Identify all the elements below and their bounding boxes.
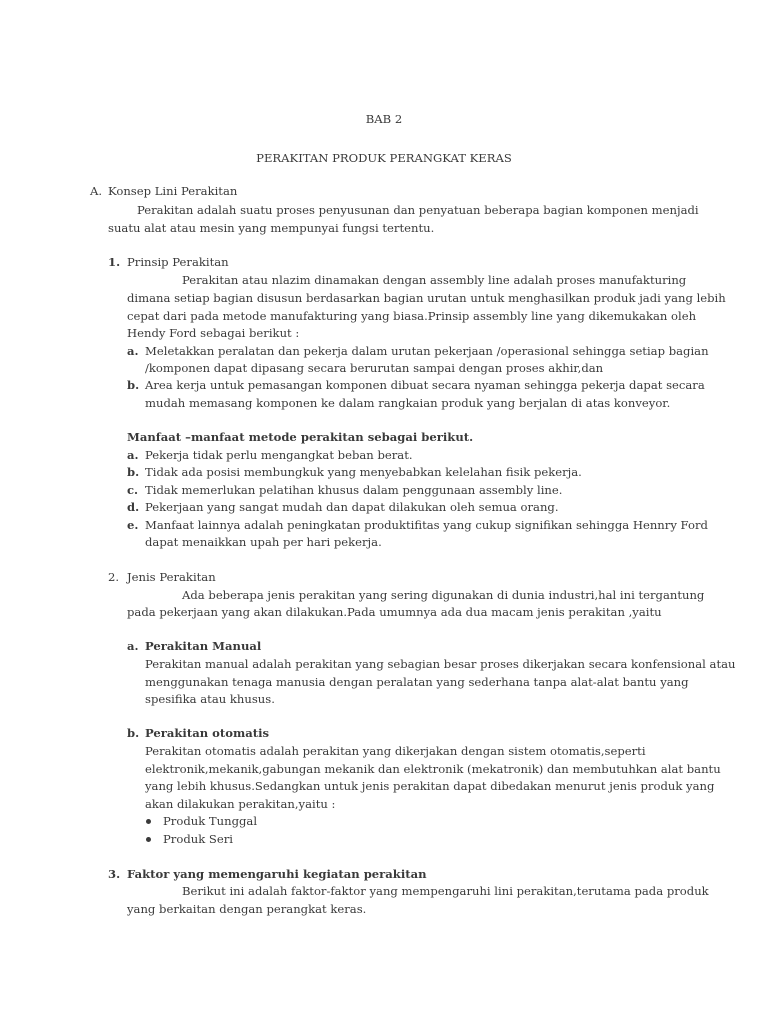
list-item-line: Tidak ada posisi membungkuk yang menyebabkan kelelahan fisik pekerja. xyxy=(145,465,582,479)
benefits-heading: Manfaat –manfaat metode perakitan sebagai berikut. xyxy=(127,430,474,444)
list-item-line: Area kerja untuk pemasangan komponen dibuat secara nyaman sehingga pekerja dapat secara xyxy=(145,378,705,392)
subsection-line: akan dilakukan perakitan,yaitu : xyxy=(145,797,336,811)
list-item-line: Pekerjaan yang sangat mudah dan dapat dilakukan oleh semua orang. xyxy=(145,500,559,514)
list-item-line: dapat menaikkan upah per hari pekerja. xyxy=(145,535,382,549)
chapter-label: BAB 2 xyxy=(365,112,403,126)
section-2-heading: Jenis Perakitan xyxy=(127,570,216,584)
list-marker: e. xyxy=(127,518,139,532)
section-2-marker: 2. xyxy=(108,570,120,584)
bullet-item: Produk Tunggal xyxy=(163,814,258,828)
subsection-line: Perakitan manual adalah perakitan yang sebagian besar proses dikerjakan secara konfensional atau xyxy=(145,657,736,671)
section-1-para-line: Perakitan atau nlazim dinamakan dengan assembly line adalah proses manufakturing xyxy=(182,273,687,287)
page-title: PERAKITAN PRODUK PERANGKAT KERAS xyxy=(256,151,512,165)
section-a-para-line: suatu alat atau mesin yang mempunyai fungsi tertentu. xyxy=(108,221,435,235)
list-marker: b. xyxy=(127,726,140,740)
list-item-line: Manfaat lainnya adalah peningkatan produktifitas yang cukup signifikan sehingga Hennry Ford xyxy=(145,518,708,532)
subsection-line: yang lebih khusus.Sedangkan untuk jenis perakitan dapat dibedakan menurut jenis produk yang xyxy=(145,779,715,793)
section-1-para-line: dimana setiap bagian disusun berdasarkan bagian urutan untuk menghasilkan produk jadi yang lebih xyxy=(127,291,726,305)
bullet-dot-icon xyxy=(146,819,151,824)
list-marker: a. xyxy=(127,639,139,653)
bullet-item: Produk Seri xyxy=(163,832,233,846)
subsection-line: elektronik,mekanik,gabungan mekanik dan elektronik (mekatronik) dan membutuhkan alat bantu xyxy=(145,762,721,776)
list-marker: c. xyxy=(127,483,139,497)
list-marker: a. xyxy=(127,448,139,462)
list-item-line: mudah memasang komponen ke dalam rangkaian produk yang berjalan di atas konveyor. xyxy=(145,396,671,410)
section-1-para-line: Hendy Ford sebagai berikut : xyxy=(127,326,300,340)
section-3-marker: 3. xyxy=(108,867,121,881)
section-3-para-line: Berikut ini adalah faktor-faktor yang mempengaruhi lini perakitan,terutama pada produk xyxy=(182,884,709,898)
section-a-para-line: Perakitan adalah suatu proses penyusunan dan penyatuan beberapa bagian komponen menjadi xyxy=(137,203,699,217)
subsection-line: menggunakan tenaga manusia dengan peralatan yang sederhana tanpa alat-alat bantu yang xyxy=(145,675,689,689)
bullet-dot-icon xyxy=(146,837,151,842)
section-a-heading: Konsep Lini Perakitan xyxy=(108,184,238,198)
section-1-para-line: cepat dari pada metode manufakturing yang biasa.Prinsip assembly line yang dikemukakan oleh xyxy=(127,309,697,323)
section-1-marker: 1. xyxy=(108,255,121,269)
list-marker: b. xyxy=(127,465,140,479)
section-a-marker: A. xyxy=(90,184,103,198)
list-marker: a. xyxy=(127,344,139,358)
list-item-line: Meletakkan peralatan dan pekerja dalam urutan pekerjaan /operasional sehingga setiap bagian xyxy=(145,344,709,358)
list-marker: d. xyxy=(127,500,140,514)
section-1-heading: Prinsip Perakitan xyxy=(127,255,229,269)
subsection-heading: Perakitan Manual xyxy=(145,639,262,653)
section-2-para-line: Ada beberapa jenis perakitan yang sering digunakan di dunia industri,hal ini tergantung xyxy=(182,588,705,602)
list-item-line: Pekerja tidak perlu mengangkat beban berat. xyxy=(145,448,413,462)
subsection-line: Perakitan otomatis adalah perakitan yang dikerjakan dengan sistem otomatis,seperti xyxy=(145,744,646,758)
subsection-heading: Perakitan otomatis xyxy=(145,726,270,740)
list-item-line: Tidak memerlukan pelatihan khusus dalam penggunaan assembly line. xyxy=(145,483,563,497)
section-3-para-line: yang berkaitan dengan perangkat keras. xyxy=(127,902,367,916)
list-item-line: /komponen dapat dipasang secara berurutan sampai dengan proses akhir,dan xyxy=(145,361,604,375)
subsection-line: spesifika atau khusus. xyxy=(145,692,275,706)
list-marker: b. xyxy=(127,378,140,392)
section-2-para-line: pada pekerjaan yang akan dilakukan.Pada umumnya ada dua macam jenis perakitan ,yaitu xyxy=(127,605,662,619)
section-3-heading: Faktor yang memengaruhi kegiatan perakitan xyxy=(127,867,427,881)
